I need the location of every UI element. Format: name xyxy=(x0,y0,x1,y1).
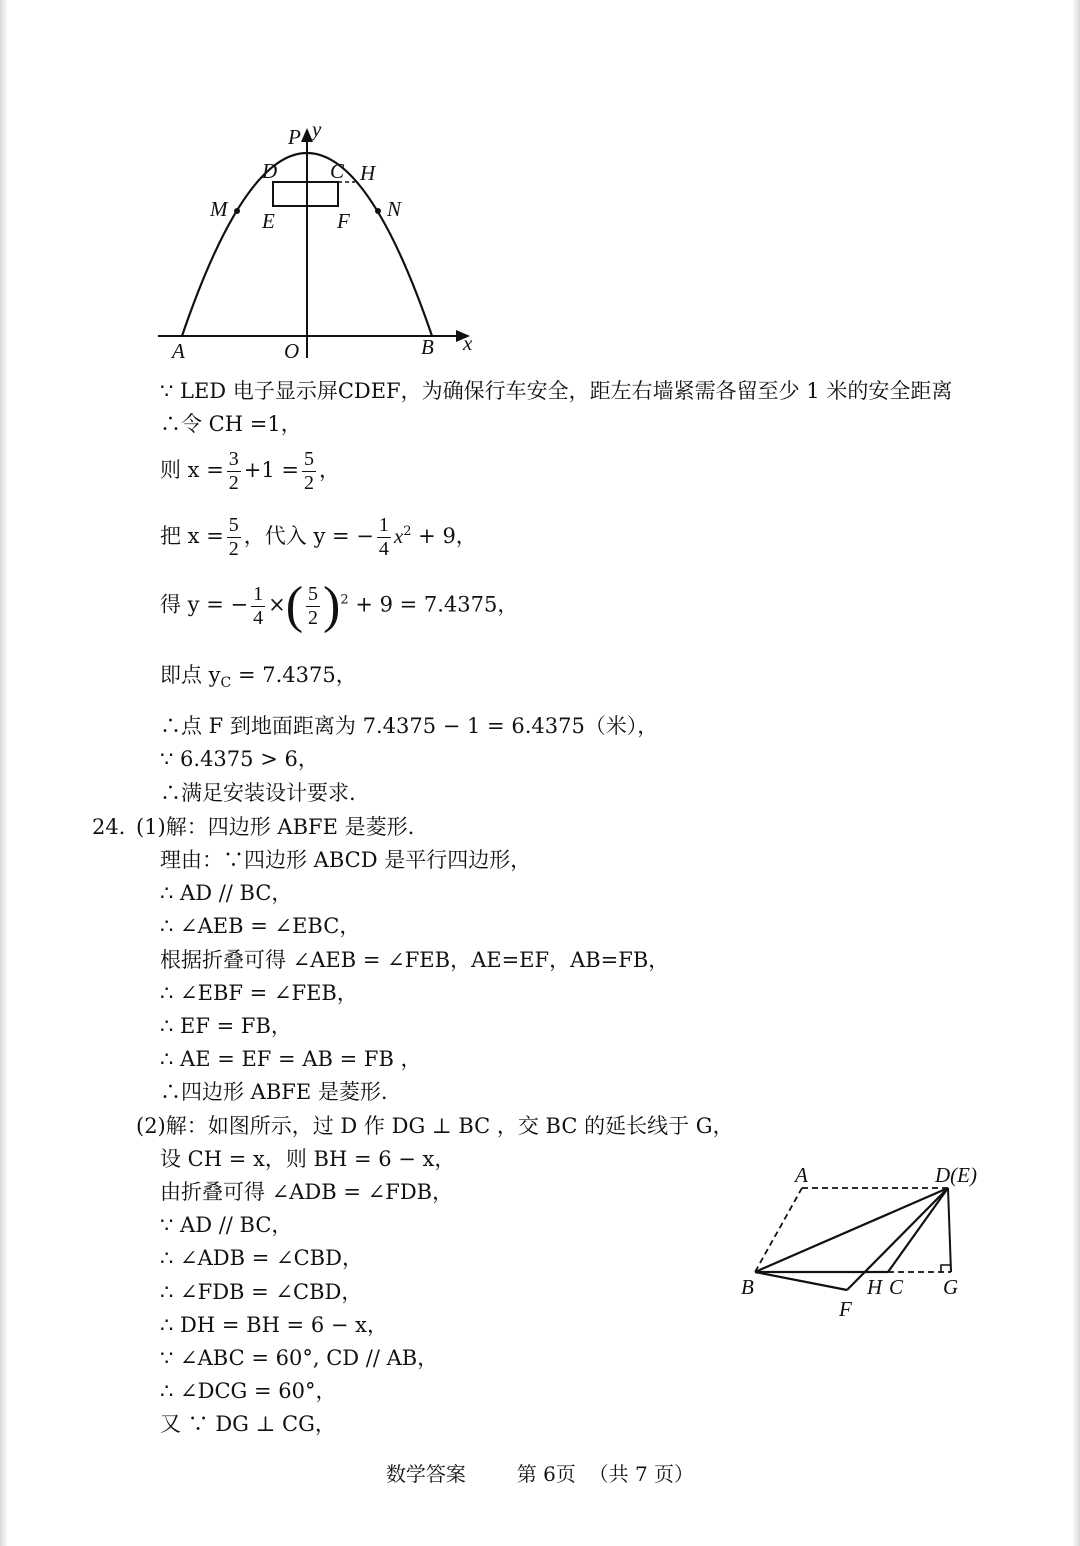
fig2-label-A: A xyxy=(795,1163,808,1187)
label-H: H xyxy=(360,161,376,185)
sol23-line2: ∴令 CH =1， xyxy=(160,412,302,436)
p24-part1-line0: (1)解：四边形 ABFE 是菱形. xyxy=(136,815,415,839)
sol23-line1: ∵ LED 电子显示屏CDEF，为确保行车安全，距左右墙紧需各留至少 1 米的安全距离 xyxy=(160,379,953,403)
fig2-label-G: G xyxy=(943,1275,959,1299)
label-C: C xyxy=(330,159,345,183)
p24-part2-line6: ∴ DH = BH = 6 − x， xyxy=(160,1313,388,1337)
label-P: P xyxy=(288,125,301,149)
sol23-line4: 把 x = $\frac{5}{2}$ ，代入 y = − $\frac{1}{4}$ $x^2 + 9$， xyxy=(160,514,477,560)
sol23-line5: 得 y = − $\frac{1}{4}$ ×( $\frac{5}{2}$ )$^2$ + 9 = 7.4375， xyxy=(160,577,519,634)
p24-part1-line4: 根据折叠可得 ∠AEB = ∠FEB，AE=EF，AB=FB， xyxy=(160,948,670,972)
sol23-line9: ∴满足安装设计要求. xyxy=(160,781,356,805)
fig2-label-DE: D(E) xyxy=(935,1163,977,1187)
label-E: E xyxy=(262,209,275,233)
p24-part1-line1: 理由：∵四边形 ABCD 是平行四边形， xyxy=(160,848,532,872)
label-M: M xyxy=(210,197,228,221)
parabola-figure xyxy=(150,118,490,363)
scan-edge-right xyxy=(1072,0,1080,1546)
label-x: x xyxy=(463,331,473,355)
fig2-label-H: H xyxy=(867,1275,883,1299)
scan-edge-left xyxy=(0,0,8,1546)
fig2-label-C: C xyxy=(889,1275,904,1299)
p24-part1-line6: ∴ EF = FB， xyxy=(160,1014,292,1038)
fig2-label-F: F xyxy=(839,1297,852,1321)
fig2-label-B: B xyxy=(741,1275,754,1299)
label-B: B xyxy=(421,335,434,359)
label-D: D xyxy=(262,159,278,183)
p24-part2-line5: ∴ ∠FDB = ∠CBD， xyxy=(160,1280,363,1304)
p24-part2-line4: ∴ ∠ADB = ∠CBD， xyxy=(160,1246,363,1270)
parallelogram-figure xyxy=(735,1158,995,1328)
p24-part2-line3: ∵ AD // BC， xyxy=(160,1213,293,1237)
label-N: N xyxy=(387,197,402,221)
p24-part2-line9: 又 ∵ DG ⊥ CG， xyxy=(160,1412,336,1436)
label-y: y xyxy=(312,118,322,141)
label-F: F xyxy=(337,209,350,233)
p24-part1-line2: ∴ AD // BC， xyxy=(160,881,293,905)
sol23-line3: 则 x = $\frac{3}{2}$ +1 = $\frac{5}{2}$ ， xyxy=(160,448,341,494)
problem-24-number: 24． xyxy=(92,815,140,839)
p24-part2-line2: 由折叠可得 ∠ADB = ∠FDB， xyxy=(160,1180,454,1204)
label-O: O xyxy=(284,339,300,363)
p24-part1-line8: ∴四边形 ABFE 是菱形. xyxy=(160,1080,388,1104)
sol23-line8: ∵ 6.4375 > 6， xyxy=(160,747,319,771)
page-footer: 数学答案 第 6页 （共 7 页） xyxy=(385,1462,695,1486)
p24-part2-line7: ∵ ∠ABC = 60°, CD // AB， xyxy=(160,1346,439,1370)
p24-part2-line8: ∴ ∠DCG = 60°， xyxy=(160,1379,337,1403)
p24-part2-line0: (2)解：如图所示，过 D 作 DG ⊥ BC ，交 BC 的延长线于 G， xyxy=(136,1114,734,1138)
p24-part1-line7: ∴ AE = EF = AB = FB ， xyxy=(160,1047,422,1071)
p24-part2-line1: 设 CH = x，则 BH = 6 − x， xyxy=(160,1147,456,1171)
label-A: A xyxy=(172,339,185,363)
p24-part1-line3: ∴ ∠AEB = ∠EBC， xyxy=(160,914,361,938)
p24-part1-line5: ∴ ∠EBF = ∠FEB， xyxy=(160,981,358,1005)
sol23-line7: ∴点 F 到地面距离为 7.4375 − 1 = 6.4375（米）， xyxy=(160,714,659,738)
sol23-line6: 即点 $y_C = 7.4375$， xyxy=(160,663,357,692)
